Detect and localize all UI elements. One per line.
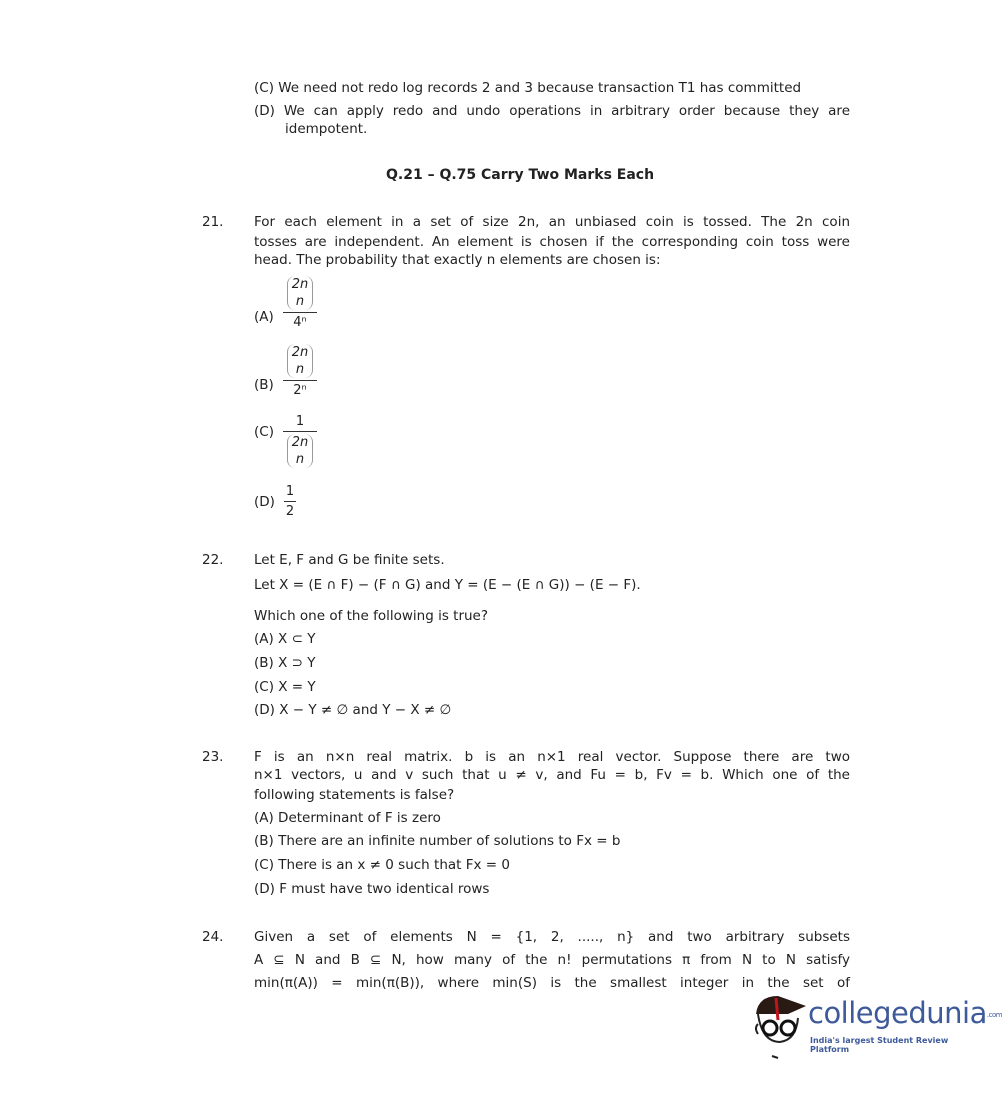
question-text: F is an n×n real matrix. b is an n×1 real vector. Suppose there are two — [254, 749, 850, 765]
question-text: Given a set of elements N = {1, 2, ....., n} and two arbitrary subsets — [254, 929, 850, 945]
numerator: 1 — [295, 414, 305, 429]
logo-wordmark — [808, 996, 1002, 1030]
option-label: (A) — [254, 309, 274, 325]
option-c-fraction — [283, 414, 317, 468]
prev-option-d-cont: idempotent. — [285, 121, 368, 137]
question-number: 23. — [202, 749, 224, 765]
binom-bottom: n — [295, 452, 305, 467]
question-text: tosses are independent. An element is chosen if the corresponding coin toss were — [254, 234, 850, 250]
logo-name: collegedunia — [808, 996, 987, 1030]
option: (C) X = Y — [254, 679, 316, 695]
prev-option-c: (C) We need not redo log records 2 and 3 because transaction T1 has committed — [254, 80, 802, 96]
denominator: 2ⁿ — [293, 383, 307, 398]
question-number: 24. — [202, 929, 224, 945]
option: (D) F must have two identical rows — [254, 881, 490, 897]
binom-bottom: n — [295, 294, 305, 309]
option: (C) There is an x ≠ 0 such that Fx = 0 — [254, 857, 510, 873]
question-text: head. The probability that exactly n elements are chosen is: — [254, 252, 661, 268]
binom-top: 2n — [291, 345, 309, 360]
option: (B) X ⊃ Y — [254, 655, 316, 671]
question-text: following statements is false? — [254, 787, 455, 803]
section-header: Q.21 – Q.75 Carry Two Marks Each — [386, 167, 655, 183]
option-b-fraction — [283, 344, 317, 398]
option: (D) X − Y ≠ ∅ and Y − X ≠ ∅ — [254, 702, 452, 718]
option: (A) Determinant of F is zero — [254, 810, 441, 826]
question-text: A ⊆ N and B ⊆ N, how many of the n! permutations π from N to N satisfy — [254, 952, 850, 968]
option: (B) There are an infinite number of solutions to Fx = b — [254, 833, 621, 849]
question-text: Which one of the following is true? — [254, 608, 489, 624]
logo-tagline: India's largest Student Review Platform — [810, 1036, 949, 1054]
option-label: (C) — [254, 424, 274, 440]
question-text: n×1 vectors, u and v such that u ≠ v, and Fu = b, Fv = b. Which one of the — [254, 767, 850, 783]
option-label: (B) — [254, 377, 274, 393]
question-text: Let E, F and G be finite sets. — [254, 552, 445, 568]
question-number: 21. — [202, 214, 224, 230]
prev-option-d: (D) We can apply redo and undo operations in arbitrary order because they are — [254, 103, 850, 119]
denominator: 2 — [285, 504, 295, 519]
question-text: Let X = (E ∩ F) − (F ∩ G) and Y = (E − (E ∩ G)) − (E − F). — [254, 577, 641, 593]
option-label: (D) — [254, 494, 275, 510]
denominator: 4ⁿ — [293, 315, 307, 330]
binom-bottom: n — [295, 362, 305, 377]
collegedunia-logo — [748, 992, 1003, 1062]
binom-top: 2n — [291, 277, 309, 292]
question-text: min(π(A)) = min(π(B)), where min(S) is the smallest integer in the set of — [254, 975, 850, 991]
numerator: 1 — [285, 484, 295, 499]
option: (A) X ⊂ Y — [254, 631, 316, 647]
mascot-icon — [748, 992, 808, 1062]
logo-suffix: .com — [986, 1011, 1003, 1019]
option-d-fraction — [284, 484, 296, 519]
question-text: For each element in a set of size 2n, an unbiased coin is tossed. The 2n coin — [254, 214, 850, 230]
question-number: 22. — [202, 552, 224, 568]
binom-top: 2n — [291, 435, 309, 450]
option-a-fraction — [283, 276, 317, 330]
